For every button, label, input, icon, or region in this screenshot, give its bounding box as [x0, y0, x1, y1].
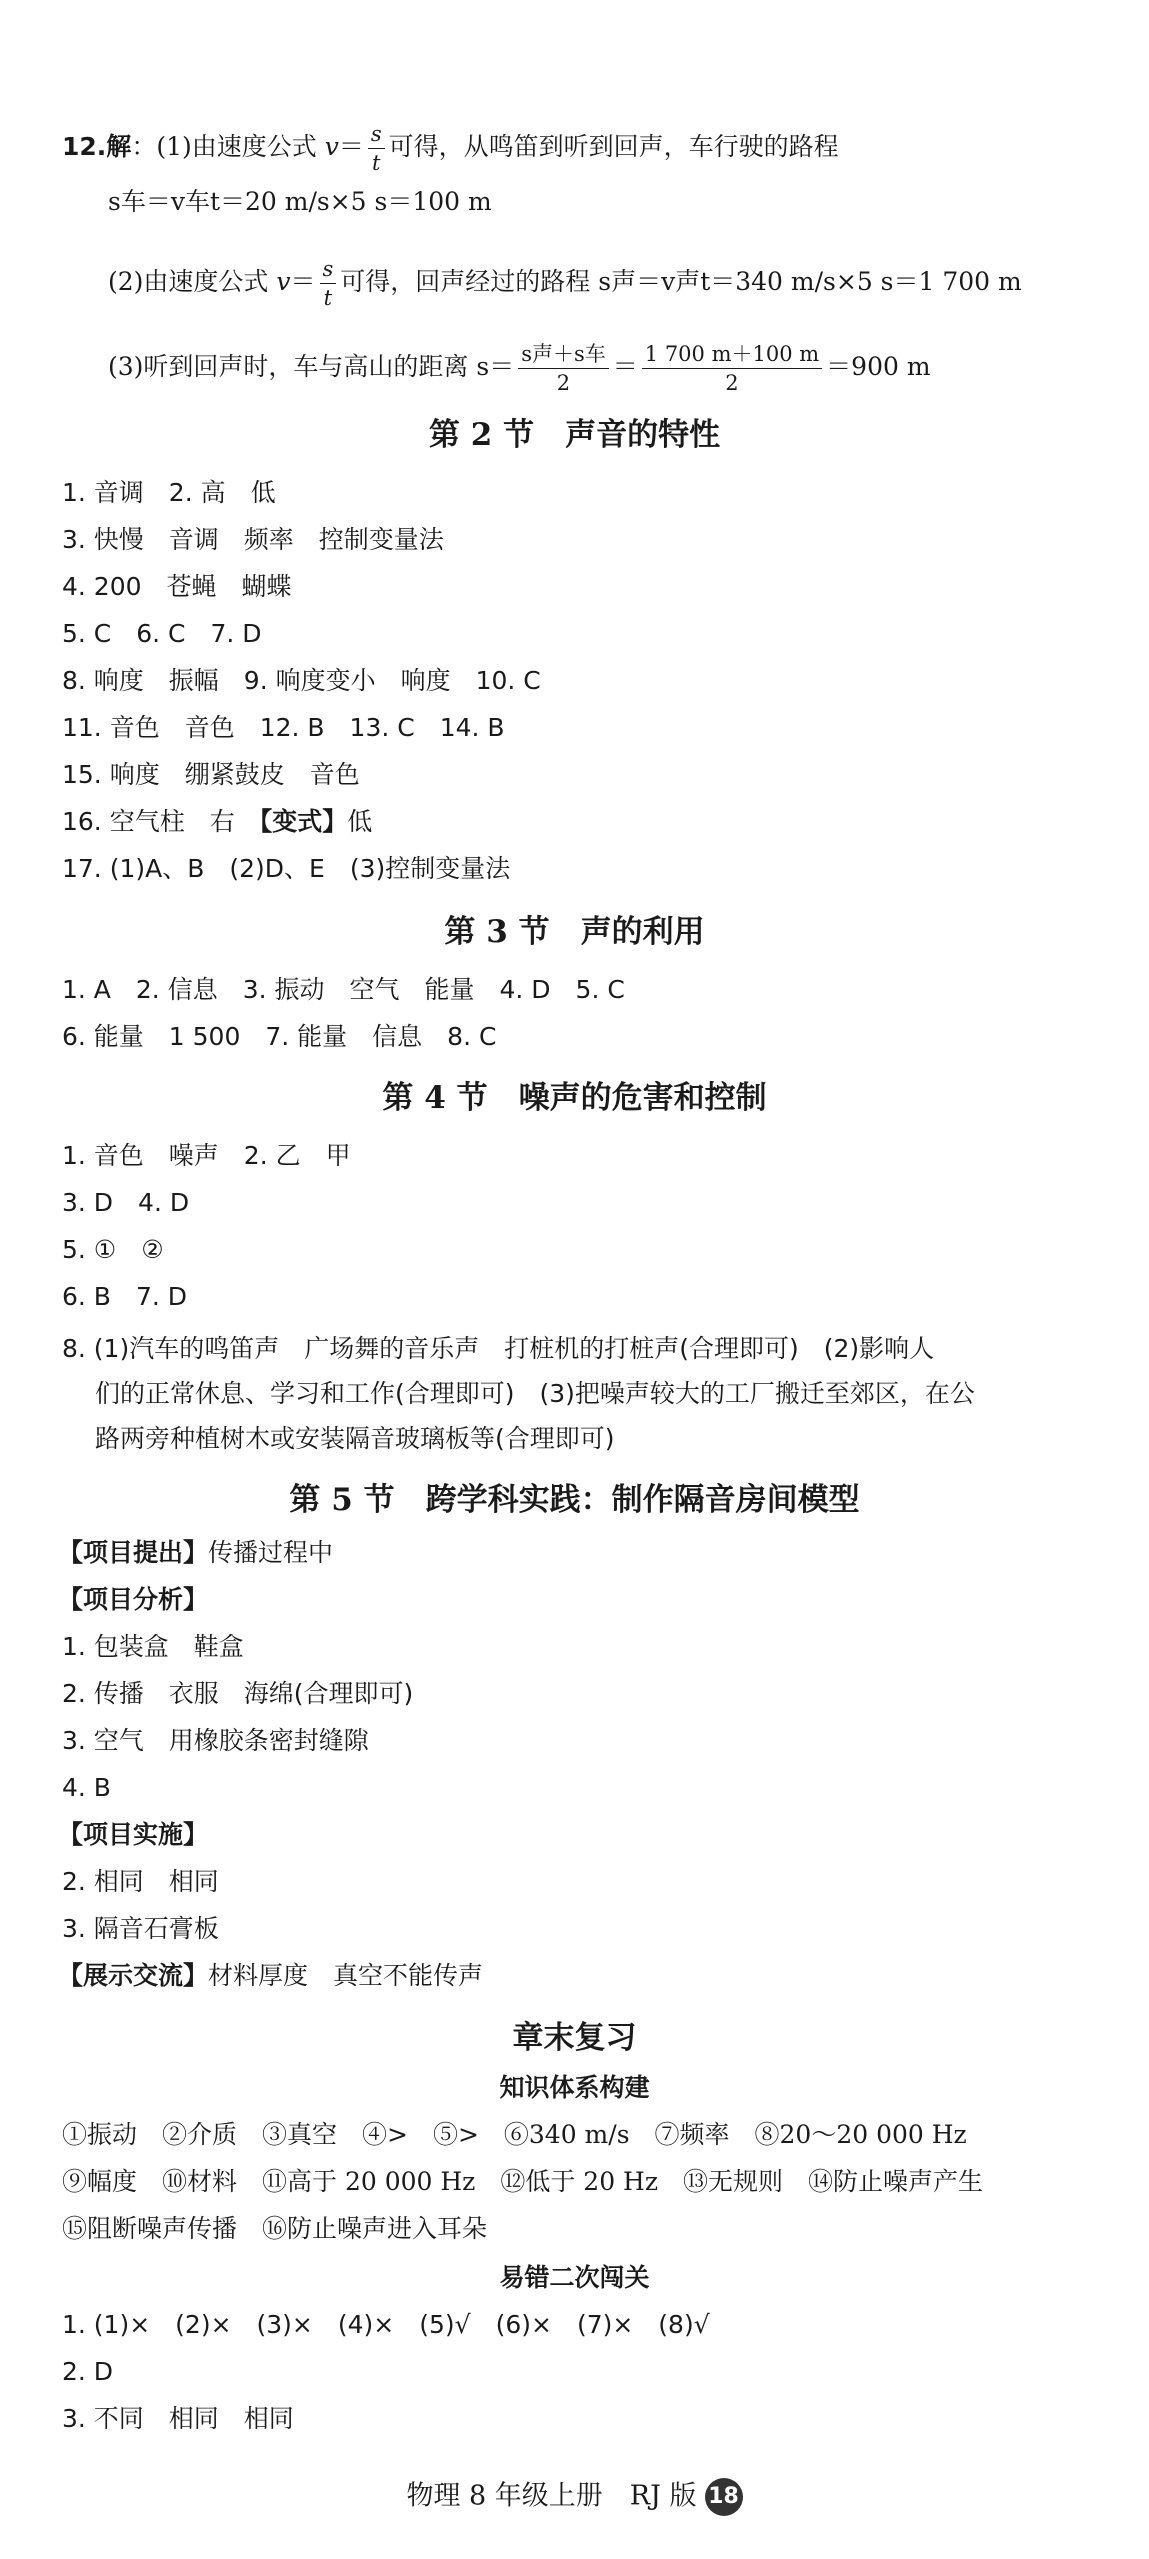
- error-line-2: 2. D: [62, 2357, 114, 2386]
- q12-part3-fraction-1: [518, 340, 609, 397]
- knowledge-line-3: ⑮阻断噪声传播 ⑯防止噪声进入耳朵: [62, 2214, 488, 2243]
- q12-var-v: v: [324, 132, 339, 161]
- q12-part2-suffix: 可得，回声经过的路程 s声＝v声t＝340 m/s×5 s＝1 700 m: [340, 267, 1022, 296]
- sec2-line-17: 17. (1)A、B (2)D、E (3)控制变量法: [62, 854, 511, 883]
- sec5-impl-3: 3. 隔音石膏板: [62, 1914, 219, 1943]
- fraction-denominator: 2: [556, 371, 571, 395]
- sec2-line-5: 8. 响度 振幅 9. 响度变小 响度 10. C: [62, 666, 541, 695]
- q12-part1: [62, 120, 839, 177]
- fraction-numerator: s: [320, 255, 337, 284]
- sec3-line-1: 1. A 2. 信息 3. 振动 空气 能量 4. D 5. C: [62, 975, 625, 1004]
- tag-label: 【项目提出】: [58, 1538, 209, 1567]
- fraction-denominator: t: [323, 286, 333, 310]
- q12-part2: [108, 255, 1022, 312]
- fraction-denominator: t: [371, 151, 381, 175]
- q12-part3-result: ＝900 m: [826, 352, 931, 381]
- sec5-impl-2: 2. 相同 相同: [62, 1867, 219, 1896]
- sec2-line-1: 1. 音调 2. 高 低: [62, 478, 276, 507]
- variant-tag: 【变式】: [259, 807, 348, 836]
- q12-solution-label: 解: [106, 132, 132, 161]
- sec2-line16-text: 16. 空气柱 右: [62, 807, 260, 836]
- sec4-line-7: 路两旁种植树木或安装隔音玻璃板等(合理即可): [95, 1424, 615, 1453]
- q12-part1-suffix: 可得，从鸣笛到听到回声，车行驶的路程: [388, 132, 839, 161]
- q12-part2-prefix: (2)由速度公式: [108, 267, 277, 296]
- fraction-numerator: 1 700 m＋100 m: [642, 340, 822, 369]
- knowledge-line-2: ⑨幅度 ⑩材料 ⑪高于 20 000 Hz ⑫低于 20 Hz ⑬无规则 ⑭防止噪声产生: [62, 2167, 984, 2196]
- knowledge-system-subtitle: 知识体系构建: [499, 2073, 650, 2102]
- sec2-line16-answer: 低: [347, 807, 373, 836]
- error-line-3: 3. 不同 相同 相同: [62, 2404, 294, 2433]
- section-2-title: 第 2 节 声音的特性: [428, 417, 721, 453]
- sec5-exchange: [58, 1959, 483, 1993]
- fraction-numerator: s声＋s车: [518, 340, 609, 369]
- fraction-numerator: s: [368, 120, 385, 149]
- sec4-line-5: 8. (1)汽车的鸣笛声 广场舞的音乐声 打桩机的打桩声(合理即可) (2)影响人: [62, 1334, 935, 1363]
- sec4-line-2: 3. D 4. D: [62, 1188, 190, 1217]
- tag-text: 传播过程中: [208, 1538, 334, 1567]
- q12-part1-prefix: ：(1)由速度公式: [131, 132, 325, 161]
- sec5-analysis-1: 1. 包装盒 鞋盒: [62, 1632, 244, 1661]
- sec5-analysis-2: 2. 传播 衣服 海绵(合理即可): [62, 1679, 414, 1708]
- q12-fraction-s-over-t: [368, 120, 385, 177]
- sec2-line-6: 11. 音色 音色 12. B 13. C 14. B: [62, 713, 505, 742]
- q12-part3-fraction-2: [642, 340, 822, 397]
- sec4-line-6: 们的正常休息、学习和工作(合理即可) (3)把噪声较大的工厂搬迁至郊区，在公: [95, 1379, 975, 1408]
- page-number-badge: 18: [705, 2478, 743, 2516]
- sec5-analysis-4: 4. B: [62, 1773, 111, 1802]
- page-footer: [0, 2478, 1149, 2516]
- sec2-line-16: [62, 805, 372, 839]
- tag-text: 材料厚度 真空不能传声: [208, 1961, 484, 1990]
- sec5-analysis-3: 3. 空气 用橡胶条密封缝隙: [62, 1726, 369, 1755]
- q12-equals-2: ＝: [290, 267, 316, 296]
- sec4-line-3: 5. ① ②: [62, 1235, 164, 1264]
- section-4-title: 第 4 节 噪声的危害和控制: [382, 1080, 767, 1116]
- sec4-line-1: 1. 音色 噪声 2. 乙 甲: [62, 1141, 351, 1170]
- q12-fraction-s-over-t-2: [320, 255, 337, 312]
- knowledge-line-1: ①振动 ②介质 ③真空 ④> ⑤> ⑥340 m/s ⑦频率 ⑧20～20 000 Hz: [62, 2120, 967, 2149]
- sec3-line-2: 6. 能量 1 500 7. 能量 信息 8. C: [62, 1022, 497, 1051]
- sec4-line-4: 6. B 7. D: [62, 1282, 188, 1311]
- q12-line2: s车＝v车t＝20 m/s×5 s＝100 m: [108, 187, 492, 216]
- q12-part3-prefix: (3)听到回声时，车与高山的距离 s＝: [108, 352, 515, 381]
- chapter-review-title: 章末复习: [512, 2020, 637, 2056]
- q12-var-v-2: v: [276, 267, 291, 296]
- sec2-line-3: 4. 200 苍蝇 蝴蝶: [62, 572, 292, 601]
- q12-number: 12.: [62, 132, 107, 161]
- sec5-project-implementation: 【项目实施】: [58, 1820, 209, 1849]
- error-line-1: 1. (1)× (2)× (3)× (4)× (5)√ (6)× (7)× (8)√: [62, 2310, 710, 2339]
- fraction-denominator: 2: [725, 371, 739, 395]
- section-3-title: 第 3 节 声的利用: [444, 914, 705, 950]
- tag-label: 【展示交流】: [58, 1961, 209, 1990]
- sec2-line-7: 15. 响度 绷紧鼓皮 音色: [62, 760, 360, 789]
- q12-part3-equals: ＝: [612, 352, 638, 381]
- q12-part3: [108, 340, 931, 397]
- sec5-project-proposal: [58, 1536, 333, 1570]
- error-review-subtitle: 易错二次闯关: [499, 2263, 650, 2292]
- sec2-line-4: 5. C 6. C 7. D: [62, 619, 262, 648]
- section-5-title: 第 5 节 跨学科实践：制作隔音房间模型: [289, 1482, 860, 1518]
- footer-book-info: 物理 8 年级上册 RJ 版: [406, 2480, 697, 2512]
- sec2-line-2: 3. 快慢 音调 频率 控制变量法: [62, 525, 444, 554]
- sec5-project-analysis: 【项目分析】: [58, 1585, 209, 1614]
- q12-equals: ＝: [338, 132, 364, 161]
